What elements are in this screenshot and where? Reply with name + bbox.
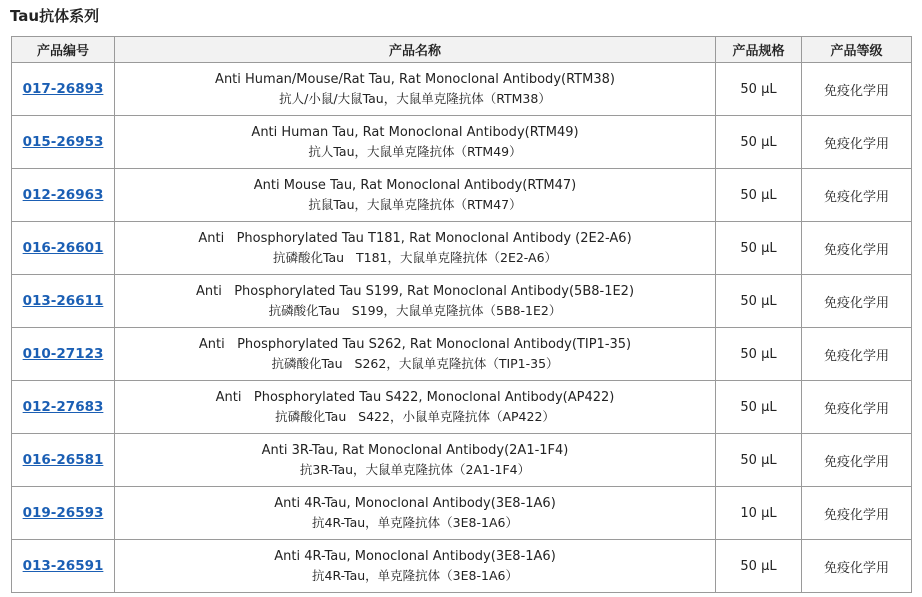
product-name-en: Anti Phosphorylated Tau T181, Rat Monoclonal Antibody (2E2-A6): [198, 231, 632, 246]
product-size-cell: 50 μL: [716, 169, 802, 222]
table-row: [12, 116, 912, 169]
product-code-link[interactable]: 017-26893: [22, 81, 104, 97]
table-row: [12, 487, 912, 540]
product-grade-cell: 免疫化学用: [802, 381, 912, 434]
product-name-cn: 抗3R-Tau，大鼠单克隆抗体（2A1-1F4）: [299, 462, 531, 477]
product-table: [11, 36, 912, 593]
product-code-cell: [12, 275, 115, 328]
column-header-name: 产品名称: [115, 37, 716, 63]
product-name-cn: 抗磷酸化Tau S199，大鼠单克隆抗体（5B8-1E2）: [268, 303, 562, 318]
product-name-cn: 抗人Tau，大鼠单克隆抗体（RTM49）: [308, 144, 522, 159]
product-name-en: Anti Human Tau, Rat Monoclonal Antibody(RTM49): [251, 125, 579, 140]
product-name-en: Anti 3R-Tau, Rat Monoclonal Antibody(2A1-1F4): [261, 443, 569, 458]
product-code-link[interactable]: 013-26611: [22, 293, 104, 309]
table-row: [12, 275, 912, 328]
product-name-cell: [115, 222, 716, 275]
column-header-grade: 产品等级: [802, 37, 912, 63]
product-name-en: Anti Phosphorylated Tau S262, Rat Monoclonal Antibody(TIP1-35): [198, 337, 632, 352]
column-header-code: 产品编号: [12, 37, 115, 63]
product-grade-cell: 免疫化学用: [802, 434, 912, 487]
table-row: [12, 63, 912, 116]
product-code-link[interactable]: 010-27123: [22, 346, 104, 362]
product-size-cell: 50 μL: [716, 222, 802, 275]
product-code-cell: [12, 540, 115, 593]
page-title: Tau抗体系列: [10, 7, 100, 25]
product-size-cell: 50 μL: [716, 381, 802, 434]
product-name-en: Anti Human/Mouse/Rat Tau, Rat Monoclonal Antibody(RTM38): [215, 72, 615, 87]
product-size-cell: 50 μL: [716, 275, 802, 328]
product-name-cn: 抗磷酸化Tau S422，小鼠单克隆抗体（AP422）: [275, 409, 555, 424]
product-code-cell: [12, 487, 115, 540]
product-grade-cell: 免疫化学用: [802, 169, 912, 222]
product-name-en: Anti Mouse Tau, Rat Monoclonal Antibody(RTM47): [253, 178, 577, 193]
product-name-cell: [115, 169, 716, 222]
product-code-link[interactable]: 012-27683: [22, 399, 104, 415]
product-code-link[interactable]: 013-26591: [22, 558, 104, 574]
product-grade-cell: 免疫化学用: [802, 63, 912, 116]
product-code-link[interactable]: 016-26601: [22, 240, 104, 256]
product-size-cell: 50 μL: [716, 540, 802, 593]
product-code-cell: [12, 381, 115, 434]
product-name-en: Anti Phosphorylated Tau S199, Rat Monoclonal Antibody(5B8-1E2): [195, 284, 635, 299]
product-name-en: Anti 4R-Tau, Monoclonal Antibody(3E8-1A6): [274, 496, 556, 511]
product-code-link[interactable]: 016-26581: [22, 452, 104, 468]
product-name-cn: 抗磷酸化Tau T181，大鼠单克隆抗体（2E2-A6）: [272, 250, 558, 265]
product-name-cn: 抗4R-Tau，单克隆抗体（3E8-1A6）: [312, 515, 518, 530]
product-name-cn: 抗鼠Tau，大鼠单克隆抗体（RTM47）: [308, 197, 522, 212]
table-row: [12, 540, 912, 593]
product-size-cell: 50 μL: [716, 434, 802, 487]
product-size-cell: 10 μL: [716, 487, 802, 540]
product-name-en: Anti Phosphorylated Tau S422, Monoclonal Antibody(AP422): [215, 390, 615, 405]
product-size-cell: 50 μL: [716, 63, 802, 116]
product-name-cell: [115, 540, 716, 593]
product-size-cell: 50 μL: [716, 116, 802, 169]
product-grade-cell: 免疫化学用: [802, 275, 912, 328]
table-header-row: [12, 37, 912, 63]
product-name-cell: [115, 116, 716, 169]
product-name-cn: 抗4R-Tau，单克隆抗体（3E8-1A6）: [312, 568, 518, 583]
product-code-cell: [12, 328, 115, 381]
product-code-link[interactable]: 012-26963: [22, 187, 104, 203]
product-name-cell: [115, 381, 716, 434]
product-name-cell: [115, 63, 716, 116]
product-name-cn: 抗磷酸化Tau S262，大鼠单克隆抗体（TIP1-35）: [271, 356, 559, 371]
table-row: [12, 169, 912, 222]
table-row: [12, 222, 912, 275]
product-name-cell: [115, 275, 716, 328]
product-grade-cell: 免疫化学用: [802, 328, 912, 381]
product-name-cell: [115, 328, 716, 381]
product-size-cell: 50 μL: [716, 328, 802, 381]
product-grade-cell: 免疫化学用: [802, 222, 912, 275]
product-code-cell: [12, 434, 115, 487]
product-code-link[interactable]: 015-26953: [22, 134, 104, 150]
product-grade-cell: 免疫化学用: [802, 116, 912, 169]
product-name-cn: 抗人/小鼠/大鼠Tau，大鼠单克隆抗体（RTM38）: [279, 91, 551, 106]
product-name-en: Anti 4R-Tau, Monoclonal Antibody(3E8-1A6): [274, 549, 556, 564]
product-grade-cell: 免疫化学用: [802, 487, 912, 540]
product-name-cell: [115, 434, 716, 487]
product-name-cell: [115, 487, 716, 540]
product-code-cell: [12, 63, 115, 116]
column-header-size: 产品规格: [716, 37, 802, 63]
table-row: [12, 328, 912, 381]
product-code-cell: [12, 169, 115, 222]
product-grade-cell: 免疫化学用: [802, 540, 912, 593]
product-code-cell: [12, 116, 115, 169]
product-code-link[interactable]: 019-26593: [22, 505, 104, 521]
table-row: [12, 434, 912, 487]
product-code-cell: [12, 222, 115, 275]
table-row: [12, 381, 912, 434]
